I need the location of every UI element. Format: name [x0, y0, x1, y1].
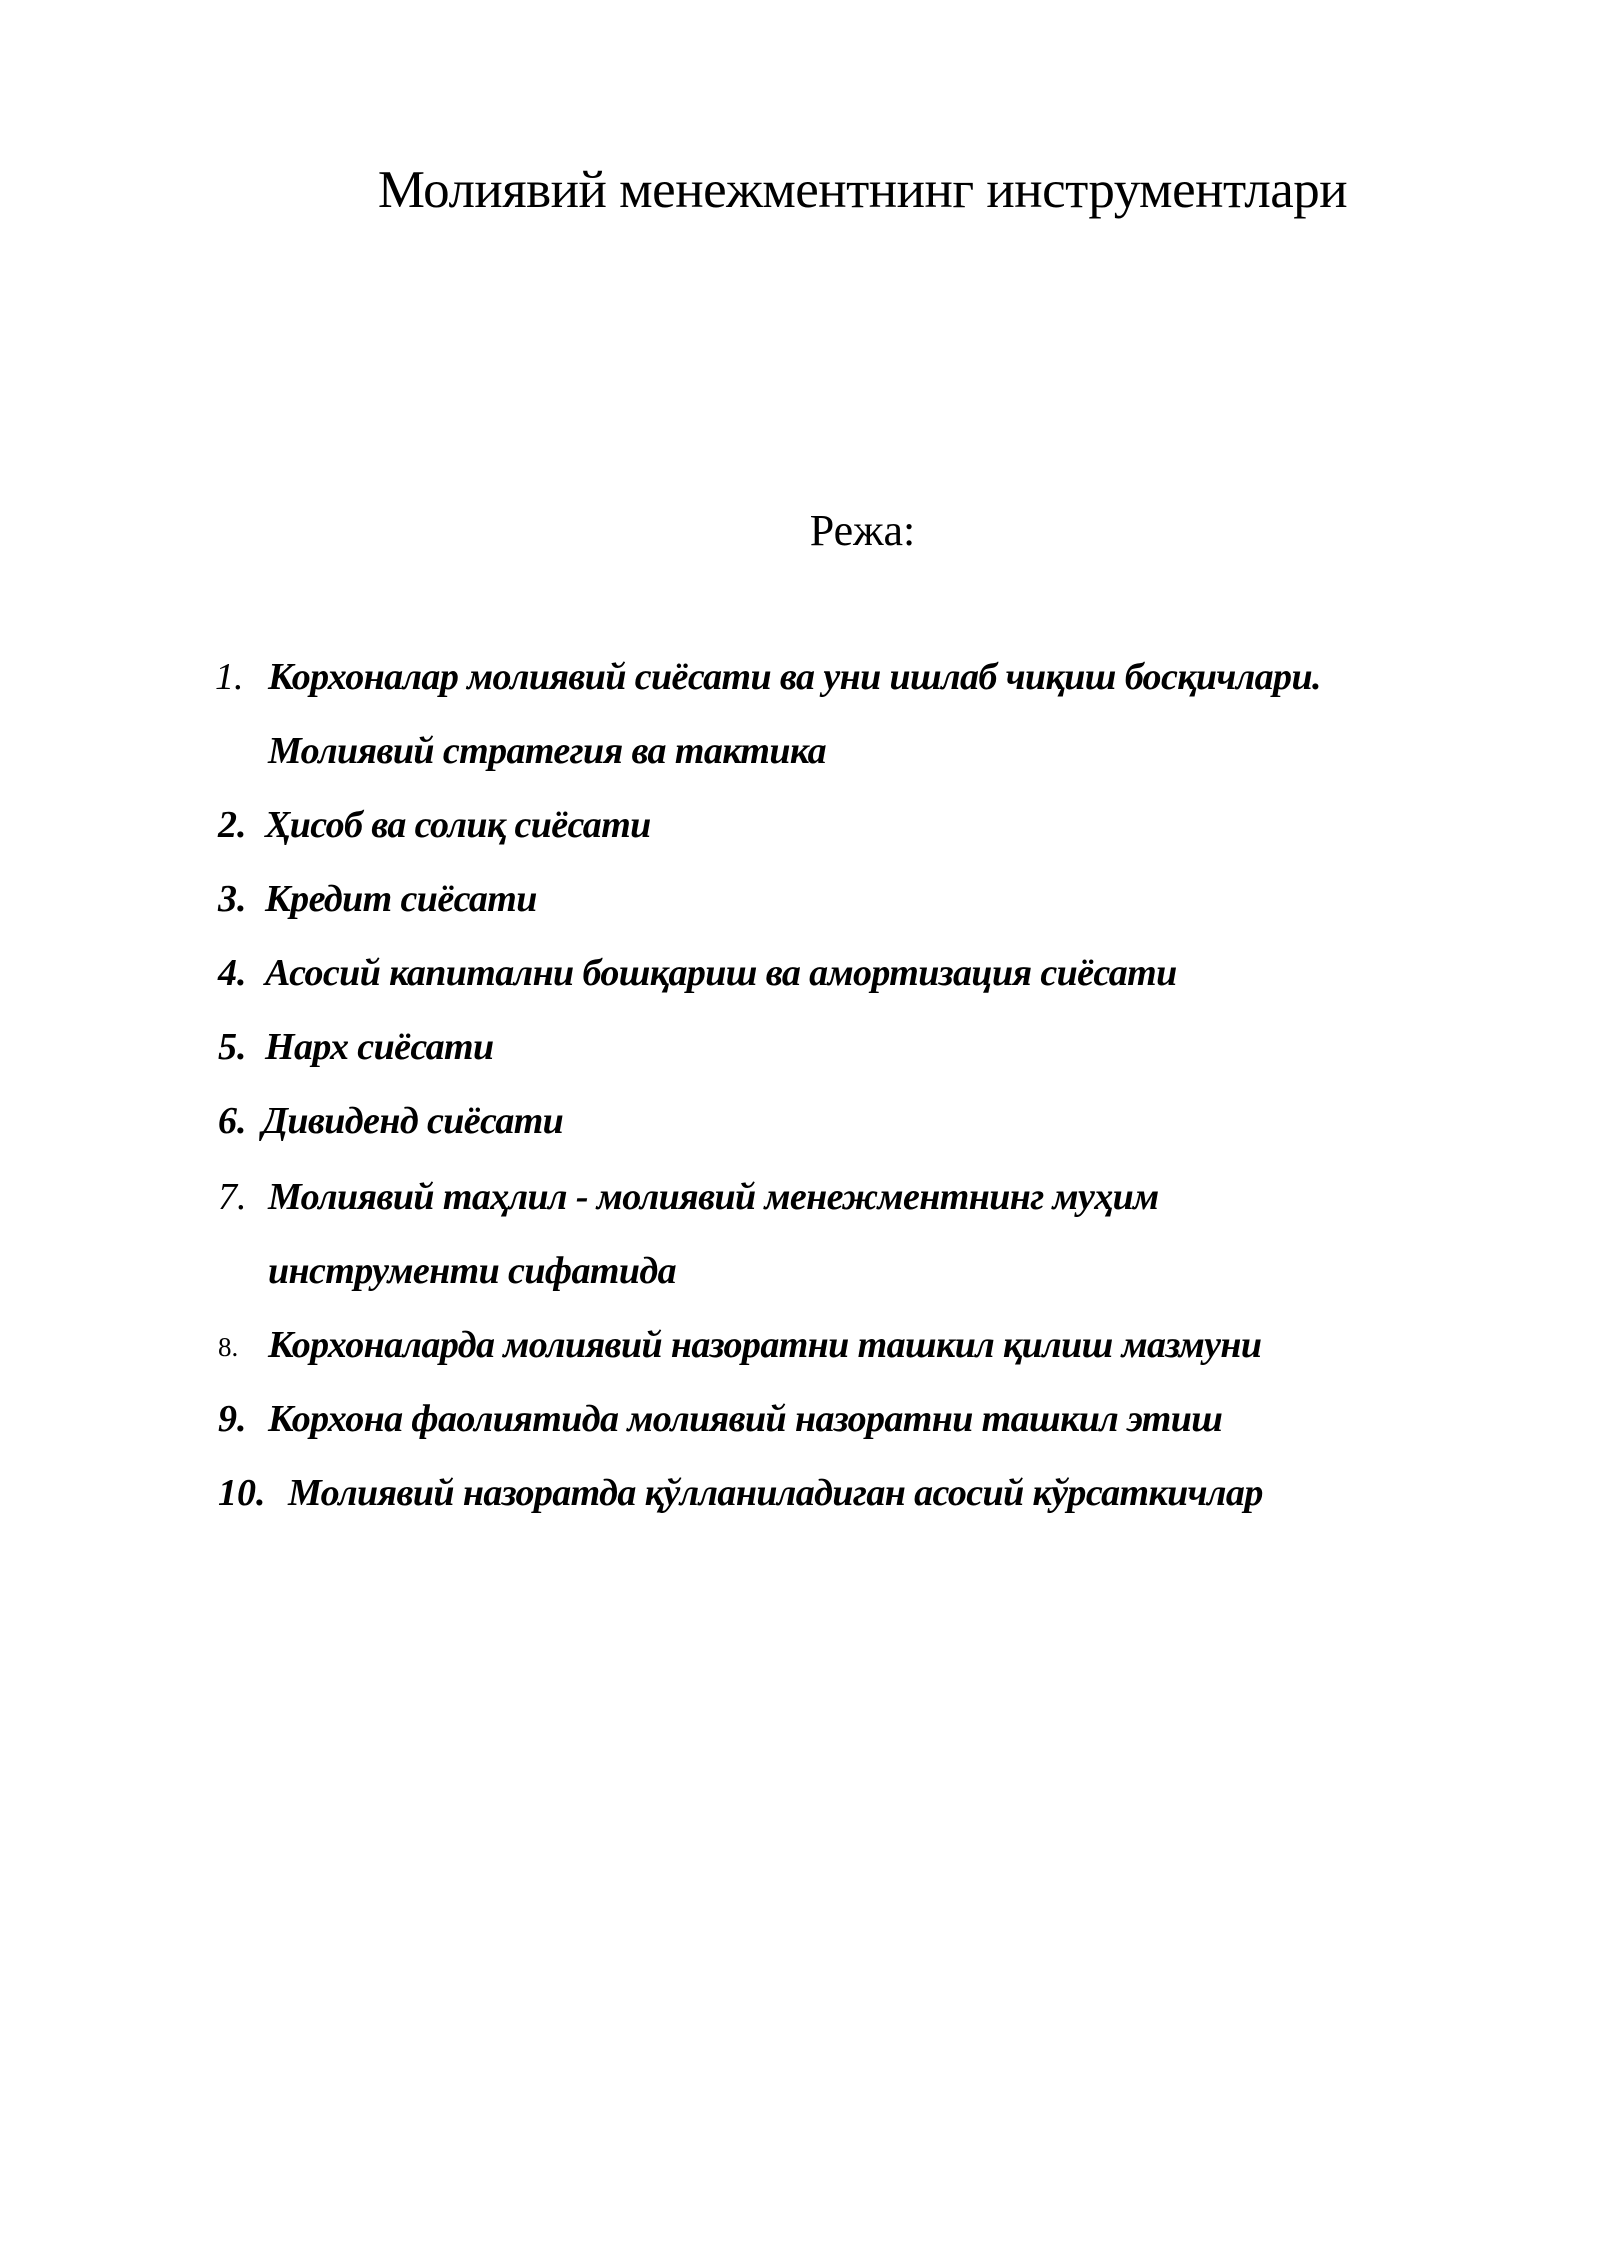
plan-item-5-number: 5.	[218, 1026, 247, 1068]
plan-item-8-text: Корхоналарда молиявий назоратни ташкил қилиш мазмуни	[268, 1324, 1262, 1366]
plan-item-4-number: 4.	[218, 952, 247, 994]
plan-item-4-text: Асосий капитални бошқариш ва амортизация сиёсати	[265, 952, 1177, 994]
plan-item-7-number: 7.	[218, 1176, 247, 1218]
plan-item-6-number: 6.	[218, 1100, 247, 1142]
plan-item-2-text: Ҳисоб ва солиқ сиёсати	[265, 804, 651, 846]
plan-heading: Режа:	[809, 506, 916, 555]
plan-item-9-text: Корхона фаолиятида молиявий назоратни ташкил этиш	[268, 1398, 1223, 1440]
plan-item-6-text: Дивиденд сиёсати	[262, 1100, 564, 1142]
plan-item-1-text-line-2: Молиявий стратегия ва тактика	[268, 730, 826, 772]
plan-item-3-number: 3.	[218, 878, 247, 920]
plan-item-1-number: 1.	[215, 656, 244, 698]
plan-item-2-number: 2.	[218, 804, 247, 846]
plan-item-10-text: Молиявий назоратда қўлланиладиган асосий кўрсаткичлар	[288, 1472, 1263, 1514]
plan-item-8-number: 8.	[218, 1332, 239, 1362]
plan-item-7-text-line-2: инструменти сифатида	[268, 1250, 677, 1292]
plan-item-5-text: Нарх сиёсати	[265, 1026, 494, 1068]
document-title: Молиявий менежментнинг инструментлари	[377, 161, 1348, 219]
plan-item-7-text-line-1: Молиявий таҳлил - молиявий менежментнинг муҳим	[268, 1176, 1159, 1218]
plan-item-10-number: 10.	[218, 1472, 266, 1514]
plan-item-3-text: Кредит сиёсати	[265, 878, 537, 920]
plan-item-9-number: 9.	[218, 1398, 247, 1440]
plan-item-1-text-line-1: Корхоналар молиявий сиёсати ва уни ишлаб чиқиш босқичлари.	[268, 656, 1321, 698]
